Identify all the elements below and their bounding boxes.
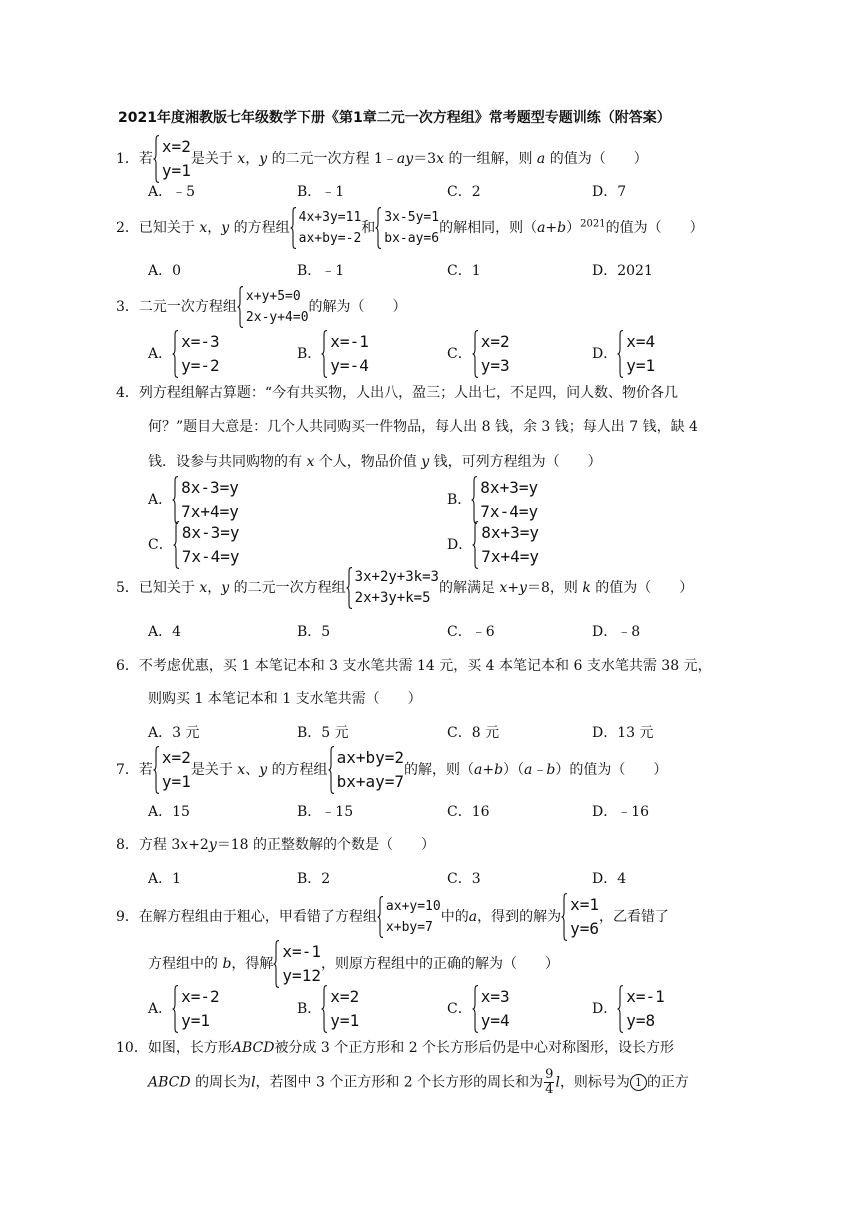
option-d[interactable]: D．7	[592, 184, 627, 200]
text: 钱，可列方程组为（ ）	[433, 454, 602, 470]
question-2	[116, 207, 704, 249]
option-c[interactable]: C．3	[447, 871, 481, 887]
option-b[interactable]	[297, 985, 359, 1033]
option-label: C．	[447, 1001, 472, 1017]
equation-line: x+by=7	[385, 920, 433, 935]
brace-icon	[172, 330, 179, 378]
equation-line: y=1	[181, 1011, 211, 1030]
option-c[interactable]: C．2	[447, 184, 481, 200]
question-4-line-1: 4．列方程组解古算题：“今有共买物，人出八，盈三；人出七，不足四，问人数、物价各几	[116, 385, 679, 401]
option-a[interactable]: A．15	[148, 804, 190, 820]
option-b[interactable]	[447, 476, 538, 524]
brace-icon	[617, 330, 624, 378]
brace-icon	[617, 985, 624, 1033]
text: 被分成 3 个正方形和 2 个长方形后仍是中心对称图形，设长方形	[274, 1040, 675, 1056]
equation-line: 7x-4=y	[480, 502, 539, 521]
equation-line: 2x+3y+k=5	[354, 590, 431, 606]
var: x	[180, 837, 189, 853]
option-label: C．	[447, 346, 472, 362]
equation-line: bx-ay=6	[384, 231, 440, 246]
equation-line: x=1	[570, 895, 599, 914]
brace-icon	[346, 567, 353, 609]
equation-line: x=2	[161, 137, 191, 156]
var: x	[237, 762, 246, 778]
equation-line: y=1	[626, 356, 656, 375]
text: ，	[207, 220, 222, 236]
text: ，则原方程组中的正确的解为（ ）	[320, 956, 559, 972]
text: 的值为（ ）	[549, 151, 648, 167]
var: x	[199, 220, 208, 236]
question-1	[116, 135, 648, 183]
equation-system	[321, 330, 369, 378]
brace-icon	[377, 896, 384, 938]
brace-icon	[321, 985, 328, 1033]
text: 、	[245, 762, 260, 778]
text: 方程 3	[138, 837, 181, 853]
equation-line: y=-4	[330, 356, 369, 375]
equation-system	[173, 521, 240, 569]
brace-icon	[472, 985, 479, 1033]
var: y	[221, 580, 230, 596]
question-number: 1．	[116, 151, 139, 167]
equation-line: 8x-3=y	[181, 523, 240, 542]
text: 的二元一次方程 1﹣	[271, 151, 397, 167]
option-d[interactable]: D．﹣8	[592, 624, 641, 640]
equation-line: y=6	[570, 919, 599, 938]
text: ，得到的解为	[477, 909, 562, 925]
option-b[interactable]	[297, 330, 369, 378]
brace-icon	[472, 330, 479, 378]
equation-line: 3x+2y+3k=3	[354, 569, 439, 585]
equation-line: y=3	[480, 356, 510, 375]
question-number: 8．	[116, 837, 139, 853]
text: ，则标号为	[559, 1074, 630, 1091]
fraction-denominator: 4	[545, 1082, 554, 1097]
text: 的值为（ ）	[595, 580, 694, 596]
option-c[interactable]	[447, 985, 510, 1033]
text: 是关于	[190, 151, 233, 167]
var: k	[582, 580, 591, 596]
question-number: 9．	[116, 909, 139, 925]
option-label: D．	[592, 346, 618, 362]
equation-line: 7x-4=y	[181, 547, 240, 566]
brace-icon	[290, 207, 297, 249]
equation-line: 2x-y+4=0	[245, 310, 309, 325]
text: 的一组解，则	[448, 151, 533, 167]
var: a	[468, 909, 478, 925]
equation-line: x=-1	[330, 332, 369, 351]
option-a[interactable]: A．0	[148, 263, 182, 279]
equation-line: y=1	[161, 161, 191, 180]
equation-line: 7x+4=y	[481, 547, 540, 566]
option-a[interactable]	[148, 985, 220, 1033]
var: l	[555, 1074, 560, 1091]
equation-line: 4x+3y=11	[298, 210, 362, 225]
equation-line: x=3	[480, 987, 510, 1006]
option-label: C．	[148, 537, 173, 553]
option-c[interactable]	[447, 330, 510, 378]
question-3	[116, 286, 407, 328]
equation-line: ax+by=2	[336, 748, 404, 767]
option-d[interactable]: D．2021	[592, 263, 653, 279]
equation-line: 8x-3=y	[181, 478, 239, 497]
text: 方程组中的	[148, 956, 218, 972]
text: 的解相同，则（	[439, 220, 538, 236]
question-number: 7．	[116, 762, 139, 778]
text: ，	[207, 580, 222, 596]
question-number: 3．	[116, 299, 139, 315]
option-a[interactable]	[148, 330, 220, 378]
option-d[interactable]	[592, 985, 665, 1033]
option-label: B．	[297, 346, 322, 362]
text: +2	[188, 837, 209, 853]
question-9-line-1	[116, 893, 669, 941]
text: ，乙看错了	[598, 909, 669, 925]
brace-icon	[172, 985, 179, 1033]
var: l	[251, 1074, 256, 1091]
equation-line: 8x+3=y	[481, 523, 540, 542]
text: 的解，则（	[404, 762, 474, 778]
equation-line: y=8	[626, 1011, 656, 1030]
circled-number: 1	[630, 1074, 647, 1091]
question-4-line-2: 何？”题目大意是：几个人共同购买一件物品，每人出 8 钱，余 3 钱；每人出 7 钱，缺 4	[148, 419, 698, 435]
question-10-line-2	[148, 1068, 689, 1097]
text: 是关于	[190, 762, 233, 778]
option-a[interactable]: A．1	[148, 871, 182, 887]
brace-icon	[328, 746, 335, 794]
equation-system	[153, 746, 191, 794]
option-d[interactable]: D．﹣16	[592, 804, 650, 820]
brace-icon	[173, 521, 180, 569]
text: 中的	[440, 909, 469, 925]
brace-icon	[375, 207, 382, 249]
question-4-line-3	[148, 451, 602, 471]
equation-system	[617, 985, 665, 1033]
text: 的解满足	[438, 580, 495, 596]
equation-system	[328, 746, 404, 794]
brace-icon	[321, 330, 328, 378]
var: ABCD	[231, 1040, 275, 1056]
question-7	[116, 746, 667, 794]
text: 在解方程组由于粗心，甲看错了方程组	[138, 909, 377, 925]
option-a[interactable]: A．﹣5	[148, 184, 196, 200]
question-number: 5．	[116, 580, 139, 596]
text: ，	[245, 151, 260, 167]
equation-system	[472, 985, 510, 1033]
text: 钱．设参与共同购物的有	[148, 454, 302, 470]
fraction-numerator: 9	[545, 1067, 554, 1082]
page-title: 2021年度湘教版七年级数学下册《第1章二元一次方程组》常考题型专题训练（附答案）	[118, 110, 671, 126]
var: a	[536, 151, 546, 167]
equation-system	[375, 207, 439, 249]
option-b[interactable]: B．5	[297, 624, 331, 640]
equation-line: x+y+5=0	[245, 289, 301, 304]
exponent: 2021	[580, 218, 606, 230]
equation-line: y=-2	[181, 356, 220, 375]
option-d[interactable]	[447, 521, 539, 569]
text: 的值为（ ）	[605, 220, 704, 236]
equation-line: bx+ay=7	[336, 772, 404, 791]
equation-line: x=2	[330, 987, 360, 1006]
equation-line: 8x+3=y	[480, 478, 539, 497]
question-6-line-2: 则购买 1 本笔记本和 1 支水笔共需（ ）	[148, 691, 422, 707]
equation-system	[290, 207, 362, 249]
equation-system	[172, 985, 220, 1033]
option-label: B．	[447, 492, 472, 508]
option-a[interactable]: A．4	[148, 624, 182, 640]
option-c[interactable]: C．﹣6	[447, 624, 495, 640]
option-label: D．	[592, 1001, 618, 1017]
option-a[interactable]	[148, 476, 239, 524]
option-b[interactable]: B．﹣1	[297, 263, 345, 279]
text: 的解为（ ）	[308, 299, 407, 315]
equation-system	[561, 893, 599, 941]
equation-system	[273, 940, 321, 988]
equation-line: y=1	[330, 1011, 360, 1030]
var: y	[208, 837, 217, 853]
option-b[interactable]: B．﹣15	[297, 804, 354, 820]
equation-line: x=-3	[181, 332, 220, 351]
option-label: A．	[148, 346, 173, 362]
equation-line: y=12	[282, 966, 321, 985]
var: ay	[396, 151, 414, 167]
option-label: D．	[447, 537, 473, 553]
equation-line: 7x+4=y	[181, 502, 239, 521]
brace-icon	[153, 746, 160, 794]
question-6-line-1: 6．不考虑优惠，买 1 本笔记本和 3 支水笔共需 14 元，买 4 本笔记本和 6 支水笔共需 38 元，	[116, 658, 712, 674]
var: a+b	[474, 762, 504, 778]
var: x	[436, 151, 445, 167]
equation-line: x=-2	[181, 987, 220, 1006]
text: ＝18 的正整数解的个数是（ ）	[216, 837, 436, 853]
var: ABCD	[148, 1074, 191, 1091]
equation-system	[377, 896, 441, 938]
text: ，若图中 3 个正方形和 2 个长方形的周长和为	[255, 1074, 544, 1091]
equation-line: x=-1	[282, 942, 321, 961]
var: b	[222, 956, 232, 972]
var: x	[237, 151, 246, 167]
brace-icon	[561, 893, 568, 941]
fraction	[544, 1068, 554, 1097]
equation-line: x=4	[626, 332, 656, 351]
option-b[interactable]: B．﹣1	[297, 184, 345, 200]
question-8	[116, 834, 435, 854]
var: x	[306, 454, 315, 470]
option-label: B．	[297, 1001, 322, 1017]
var: y	[259, 151, 268, 167]
equation-line: x=-1	[626, 987, 665, 1006]
brace-icon	[273, 940, 280, 988]
var: a﹣b	[524, 762, 556, 778]
text: 个人，物品价值	[318, 454, 417, 470]
text: ，得解	[231, 956, 274, 972]
option-d[interactable]	[592, 330, 655, 378]
equation-line: x=2	[480, 332, 510, 351]
text: 的二元一次方程组	[233, 580, 346, 596]
text: 的方程组	[233, 220, 290, 236]
var: y	[221, 220, 230, 236]
option-c[interactable]: C．8 元	[447, 725, 500, 741]
equation-line: y=1	[161, 772, 191, 791]
text: 的周长为	[195, 1074, 252, 1091]
equation-system	[172, 330, 220, 378]
equation-system	[346, 567, 439, 609]
equation-line: x=2	[161, 748, 191, 767]
equation-system	[472, 521, 539, 569]
question-10-line-1	[116, 1037, 674, 1057]
option-c[interactable]: C．16	[447, 804, 490, 820]
text: 已知关于	[138, 220, 195, 236]
question-number: 2．	[116, 220, 139, 236]
brace-icon	[472, 521, 479, 569]
text: 若	[138, 762, 153, 778]
brace-icon	[172, 476, 179, 524]
text: 10．如图，长方形	[116, 1040, 232, 1056]
text: 的正方	[646, 1074, 689, 1091]
equation-line: ax+by=-2	[298, 231, 362, 246]
text: ＝8，则	[526, 580, 578, 596]
var: x	[199, 580, 208, 596]
text: ）的值为（ ）	[555, 762, 668, 778]
question-9-line-2	[148, 940, 559, 988]
option-d[interactable]: D．13 元	[592, 725, 654, 741]
var: y	[259, 762, 268, 778]
text: ）（	[503, 762, 525, 778]
option-label: A．	[148, 1001, 173, 1017]
equation-system	[617, 330, 655, 378]
var: y	[421, 454, 430, 470]
equation-line: y=4	[480, 1011, 510, 1030]
text: 若	[138, 151, 153, 167]
option-c[interactable]	[148, 521, 240, 569]
brace-icon	[471, 476, 478, 524]
option-label: A．	[148, 492, 173, 508]
text: ＝3	[413, 151, 437, 167]
text: 和	[361, 220, 376, 236]
equation-line: 3x-5y=1	[384, 210, 440, 225]
var: x+y	[499, 580, 527, 596]
equation-system	[471, 476, 538, 524]
option-d[interactable]: D．4	[592, 871, 627, 887]
text: 的方程组	[271, 762, 328, 778]
equation-system	[153, 135, 191, 183]
option-b[interactable]: B．5 元	[297, 725, 349, 741]
equation-system	[472, 330, 510, 378]
text: ）	[566, 220, 581, 236]
equation-system	[237, 286, 309, 328]
text: 二元一次方程组	[138, 299, 237, 315]
question-5	[116, 567, 693, 609]
equation-system	[172, 476, 239, 524]
var: a+b	[537, 220, 567, 236]
brace-icon	[153, 135, 160, 183]
option-b[interactable]: B．2	[297, 871, 331, 887]
brace-icon	[237, 286, 244, 328]
option-c[interactable]: C．1	[447, 263, 481, 279]
equation-line: ax+y=10	[385, 899, 441, 914]
equation-system	[321, 985, 359, 1033]
text: 已知关于	[138, 580, 195, 596]
option-a[interactable]: A．3 元	[148, 725, 200, 741]
